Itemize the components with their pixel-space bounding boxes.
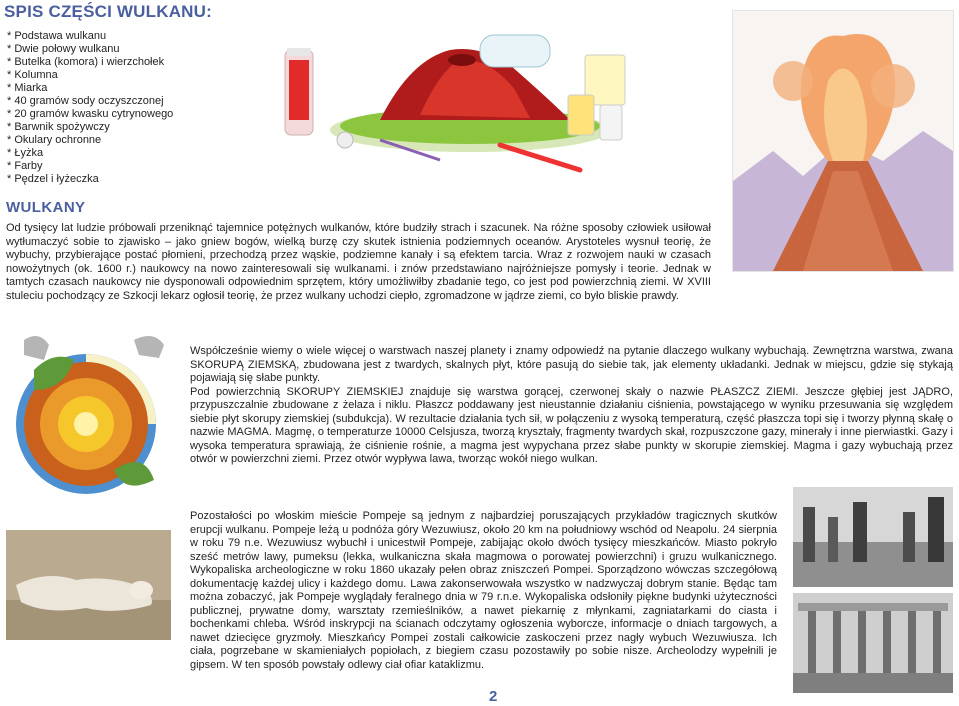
parts-list-item: * Pędzel i łyżeczka [7,173,173,186]
volcano-kit-image [250,20,630,190]
earth-layers-image [4,330,182,498]
plaster-cast-image [6,530,171,640]
parts-list-item: * Butelka (komora) i wierzchołek [7,56,173,69]
parts-list-item: * Okulary ochronne [7,134,173,147]
parts-list-item: * 40 gramów sody oczyszczonej [7,95,173,108]
parts-list-item: * Miarka [7,82,173,95]
volcano-drawing-image [732,10,954,272]
parts-list-item: * Podstawa wulkanu [7,30,173,43]
earth-paragraph-2: Pod powierzchnią SKORUPY ZIEMSKIEJ znajduje się warstwa gorącej, czerwonej skały o nazwie PŁASZCZ ZIEMI. Jeszcze głębiej jest JĄDRO, przypuszczalnie zbudowane z żelaza i niklu. Płaszcz poddawany jest nieustannie działaniu ciśnienia, powstającego w wyniku przesuwania się względem siebie płyt skorupy ziemskiej (subdukcja). W rezultacie działania tych sił, w połączeniu z wysoką temperaturą, część płaszcza topi się i tworzy płynną skałę o nazwie MAGMA. Magmę, o temperaturze 10000 Celsjusza, tworzą kryształy, fragmenty twardych skał, rozpuszczone gazy, minerały i inne pierwiastki. Gazy i wysoka temperatura sprawiają, że ciśnienie rośnie, a magma jest wypychana przez słabe punkty w skorupie ziemskiej. Magma i gazy wybuchają przez otwór w powierzchni ziemi. Przez otwór wypływa lawa, tworząc wokół niego wulkan. [190,385,953,465]
parts-list-item: * Łyżka [7,147,173,160]
earth-structure-text [190,345,953,467]
parts-list-item: * Dwie połowy wulkanu [7,43,173,56]
pompeii-ruins-image-2 [793,593,953,693]
parts-list [7,30,173,186]
parts-list-item: * Barwnik spożywczy [7,121,173,134]
earth-paragraph-1: Współcześnie wiemy o wiele więcej o warstwach naszej planety i znamy odpowiedź na pytanie dlaczego wulkany wybuchają. Zewnętrzna warstwa, zwana SKORUPĄ ZIEMSKĄ, zbudowana jest z twardych, skalnych płyt, które pasują do siebie tak, jak elementy układanki. Jednak w miejscu, gdzie się stykają pojawiają się słabe punkty. [190,345,953,384]
parts-list-item: * Farby [7,160,173,173]
pompeii-paragraph: Pozostałości po włoskim mieście Pompeje są jednym z najbardziej poruszających przykładów tragicznych skutków erupcji wulkanu. Pompeje leżą u podnóża góry Wezuwiusz, około 20 km na południowy wschód od Neapolu. 24 sierpnia w roku 79 n.e. Wezuwiusz wybuchł i unicestwił Pompeje, zabijając około dwóch tysięcy mieszkańców. Miasto pokryło sześć metrów lawy, pumeksu (lekka, wulkaniczna skała magmowa o porowatej powierzchni) i gruzu wulkanicznego. Wykopaliska archeologiczne w roku 1860 ukazały pełen obraz zniszczeń Pompei. Sporządzono wówczas szczegółową dokumentację każdej ulicy i każdego domu. Lawa zakonserwowała wszystko w nadzwyczaj dobrym stanie. Będąc tam można zobaczyć, jak Pompeje wyglądały feralnego dnia w 79 r.n.e. Wykopaliska odsłoniły piękne budynki użyteczności publicznej, prywatne domy, warsztaty rzemieślników, a nawet piekarnię z młynkami, zagniatarkami do ciasta i bochenkami chleba. Wśród inskrypcji na ścianach odczytamy ogłoszenia wyborcze, informacje o dniach targowych, a nawet dziecięce gryzmoły. Mieszkańcy Pompei zostali całkowicie zaskoczeni przez nagły wybuch Wezuwiusza. Ich ciała, pogrzebane w skamieniałych popiołach, z biegiem czasu pozostawiły po sobie nisze. Archeolodzy wypełnili je gipsem. W ten sposób powstały odlewy ciał ofiar kataklizmu. [190,510,777,671]
page-number: 2 [489,688,498,705]
parts-list-item: * Kolumna [7,69,173,82]
pompeii-ruins-image-1 [793,487,953,587]
volcanoes-section-title: WULKANY [6,199,86,216]
intro-paragraph: Od tysięcy lat ludzie próbowali przeniknąć tajemnice potężnych wulkanów, które budziły strach i szacunek. Na różne sposoby człowiek usiłował wytłumaczyć sobie to zjawisko – jako gniew bogów, wielką burzę czy skutek istnienia podziemnych oceanów. Arystoteles wysnuł teorię, że wybuchy, przybierające postać płomieni, przechodzą przez wąskie, podziemne kanały i są efektem tarcia. Wraz z rozwojem nauki w czasach nowożytnych (ok. 1600 r.) naukowcy na nowo zainteresowali się wulkanami. i znów przedstawiano najróżniejsze pomysły i teorie. Jednak w tamtych czasach naukowcy nie dysponowali odpowiednim sprzętem, który umożliwiłby zbadanie tego, co jest pod powierzchnią ziemi. W XVIII stuleciu pochodzący ze Szkocji lekarz ogłosił teorię, że przez wulkany uchodzi ciepło, zgromadzone w jądrze ziemi, co było bliskie prawdy. [6,222,711,302]
parts-list-title: SPIS CZĘŚCI WULKANU: [4,2,212,21]
parts-list-item: * 20 gramów kwasku cytrynowego [7,108,173,121]
